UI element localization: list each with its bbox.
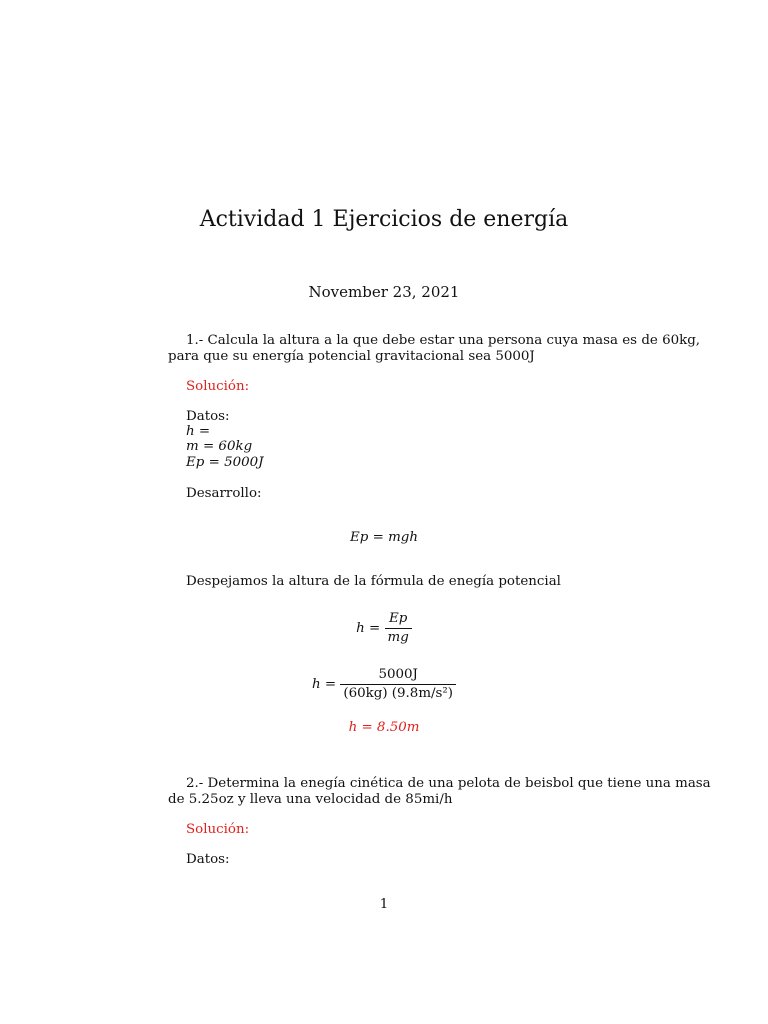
eq2-lhs: h = — [356, 621, 381, 636]
problem2-statement-line1: 2.- Determina la enegía cinética de una pelota de beisbol que tiene una masa — [186, 776, 711, 791]
problem1-result: h = 8.50m — [348, 720, 420, 735]
equation-potential-energy: Ep = mgh — [350, 530, 418, 545]
problem1-despejamos-text: Despejamos la altura de la fórmula de enegía potencial — [186, 574, 561, 589]
problem1-desarrollo-label: Desarrollo: — [186, 486, 262, 501]
eq2-numerator: Ep — [385, 611, 412, 629]
eq3-denominator: (60kg) (9.8m/s²) — [343, 686, 453, 701]
eq3-lhs: h = — [312, 677, 337, 692]
problem1-statement-line1: 1.- Calcula la altura a la que debe estar una persona cuya masa es de 60kg, — [186, 333, 701, 348]
equation-h-fraction — [0, 611, 768, 646]
problem1-datos-label: Datos: — [186, 409, 230, 424]
problem2-datos-label: Datos: — [186, 852, 230, 867]
eq2-fraction — [385, 611, 412, 646]
page-number: 1 — [379, 897, 389, 912]
document-title: Actividad 1 Ejercicios de energía — [199, 207, 569, 232]
problem1-solution-label: Solución: — [186, 379, 250, 394]
eq2-denominator: mg — [387, 630, 409, 645]
equation-h-numeric — [0, 667, 768, 702]
document-date: November 23, 2021 — [308, 283, 460, 301]
problem1-datos-ep: Ep = 5000J — [186, 455, 264, 470]
problem2-statement-line2: de 5.25oz y lleva una velocidad de 85mi/h — [168, 792, 453, 807]
problem1-datos-h: h = — [186, 424, 211, 439]
problem2-solution-label: Solución: — [186, 822, 250, 837]
eq3-fraction — [340, 667, 456, 702]
problem1-statement-line2: para que su energía potencial gravitacional sea 5000J — [168, 349, 535, 364]
eq3-numerator: 5000J — [340, 667, 456, 685]
problem1-datos-m: m = 60kg — [186, 439, 253, 454]
